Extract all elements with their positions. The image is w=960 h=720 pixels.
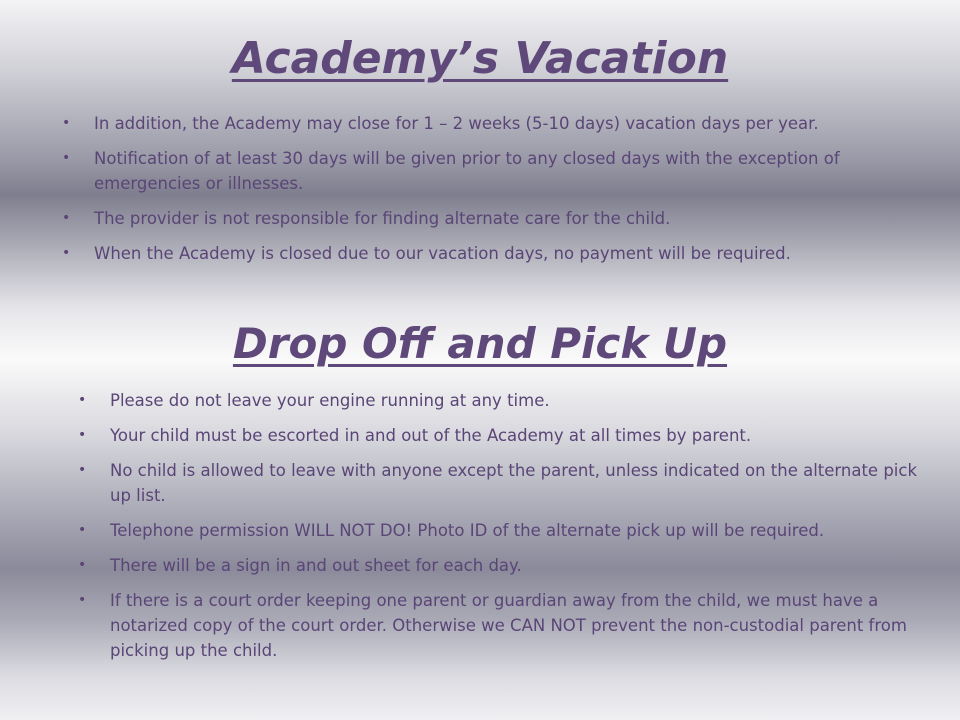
bullet-icon: •	[62, 150, 71, 166]
bullet-text: There will be a sign in and out sheet for each day.	[110, 556, 522, 575]
bullet-text: No child is allowed to leave with anyone except the parent, unless indicated on the alternate pick up list.	[110, 461, 918, 505]
bullet-text: If there is a court order keeping one parent or guardian away from the child, we must have a notarized copy of the court order. Otherwise we CAN NOT prevent the non-custodial parent from picking up the child.	[110, 591, 907, 660]
bullet-text: In addition, the Academy may close for 1 – 2 weeks (5-10 days) vacation days per year.	[94, 114, 819, 133]
bullet-icon: •	[78, 557, 87, 573]
drop-off-bullet-list	[76, 388, 936, 673]
list-item	[60, 146, 860, 196]
vacation-section-title: Academy’s Vacation	[231, 33, 729, 84]
bullet-icon: •	[78, 592, 87, 608]
bullet-icon: •	[78, 462, 87, 478]
bullet-text: Your child must be escorted in and out of the Academy at all times by parent.	[110, 426, 752, 445]
bullet-text: When the Academy is closed due to our vacation days, no payment will be required.	[94, 244, 791, 263]
bullet-icon: •	[78, 522, 87, 538]
bullet-text: Please do not leave your engine running at any time.	[110, 391, 550, 410]
bullet-text: Notification of at least 30 days will be given prior to any closed days with the exception of emergencies or illnesses.	[94, 149, 840, 193]
drop-off-section-title: Drop Off and Pick Up	[232, 319, 728, 368]
bullet-text: The provider is not responsible for finding alternate care for the child.	[94, 209, 671, 228]
list-item	[76, 518, 936, 543]
bullet-icon: •	[62, 210, 71, 226]
list-item	[60, 241, 860, 266]
list-item	[76, 423, 936, 448]
list-item	[60, 206, 860, 231]
bullet-icon: •	[62, 115, 71, 131]
list-item	[76, 458, 936, 508]
list-item	[76, 553, 936, 578]
bullet-icon: •	[78, 427, 87, 443]
list-item	[76, 388, 936, 413]
bullet-text: Telephone permission WILL NOT DO! Photo ID of the alternate pick up will be required.	[110, 521, 825, 540]
list-item	[76, 588, 936, 663]
bullet-icon: •	[78, 392, 87, 408]
bullet-icon: •	[62, 245, 71, 261]
vacation-bullet-list	[60, 111, 860, 276]
list-item	[60, 111, 860, 136]
